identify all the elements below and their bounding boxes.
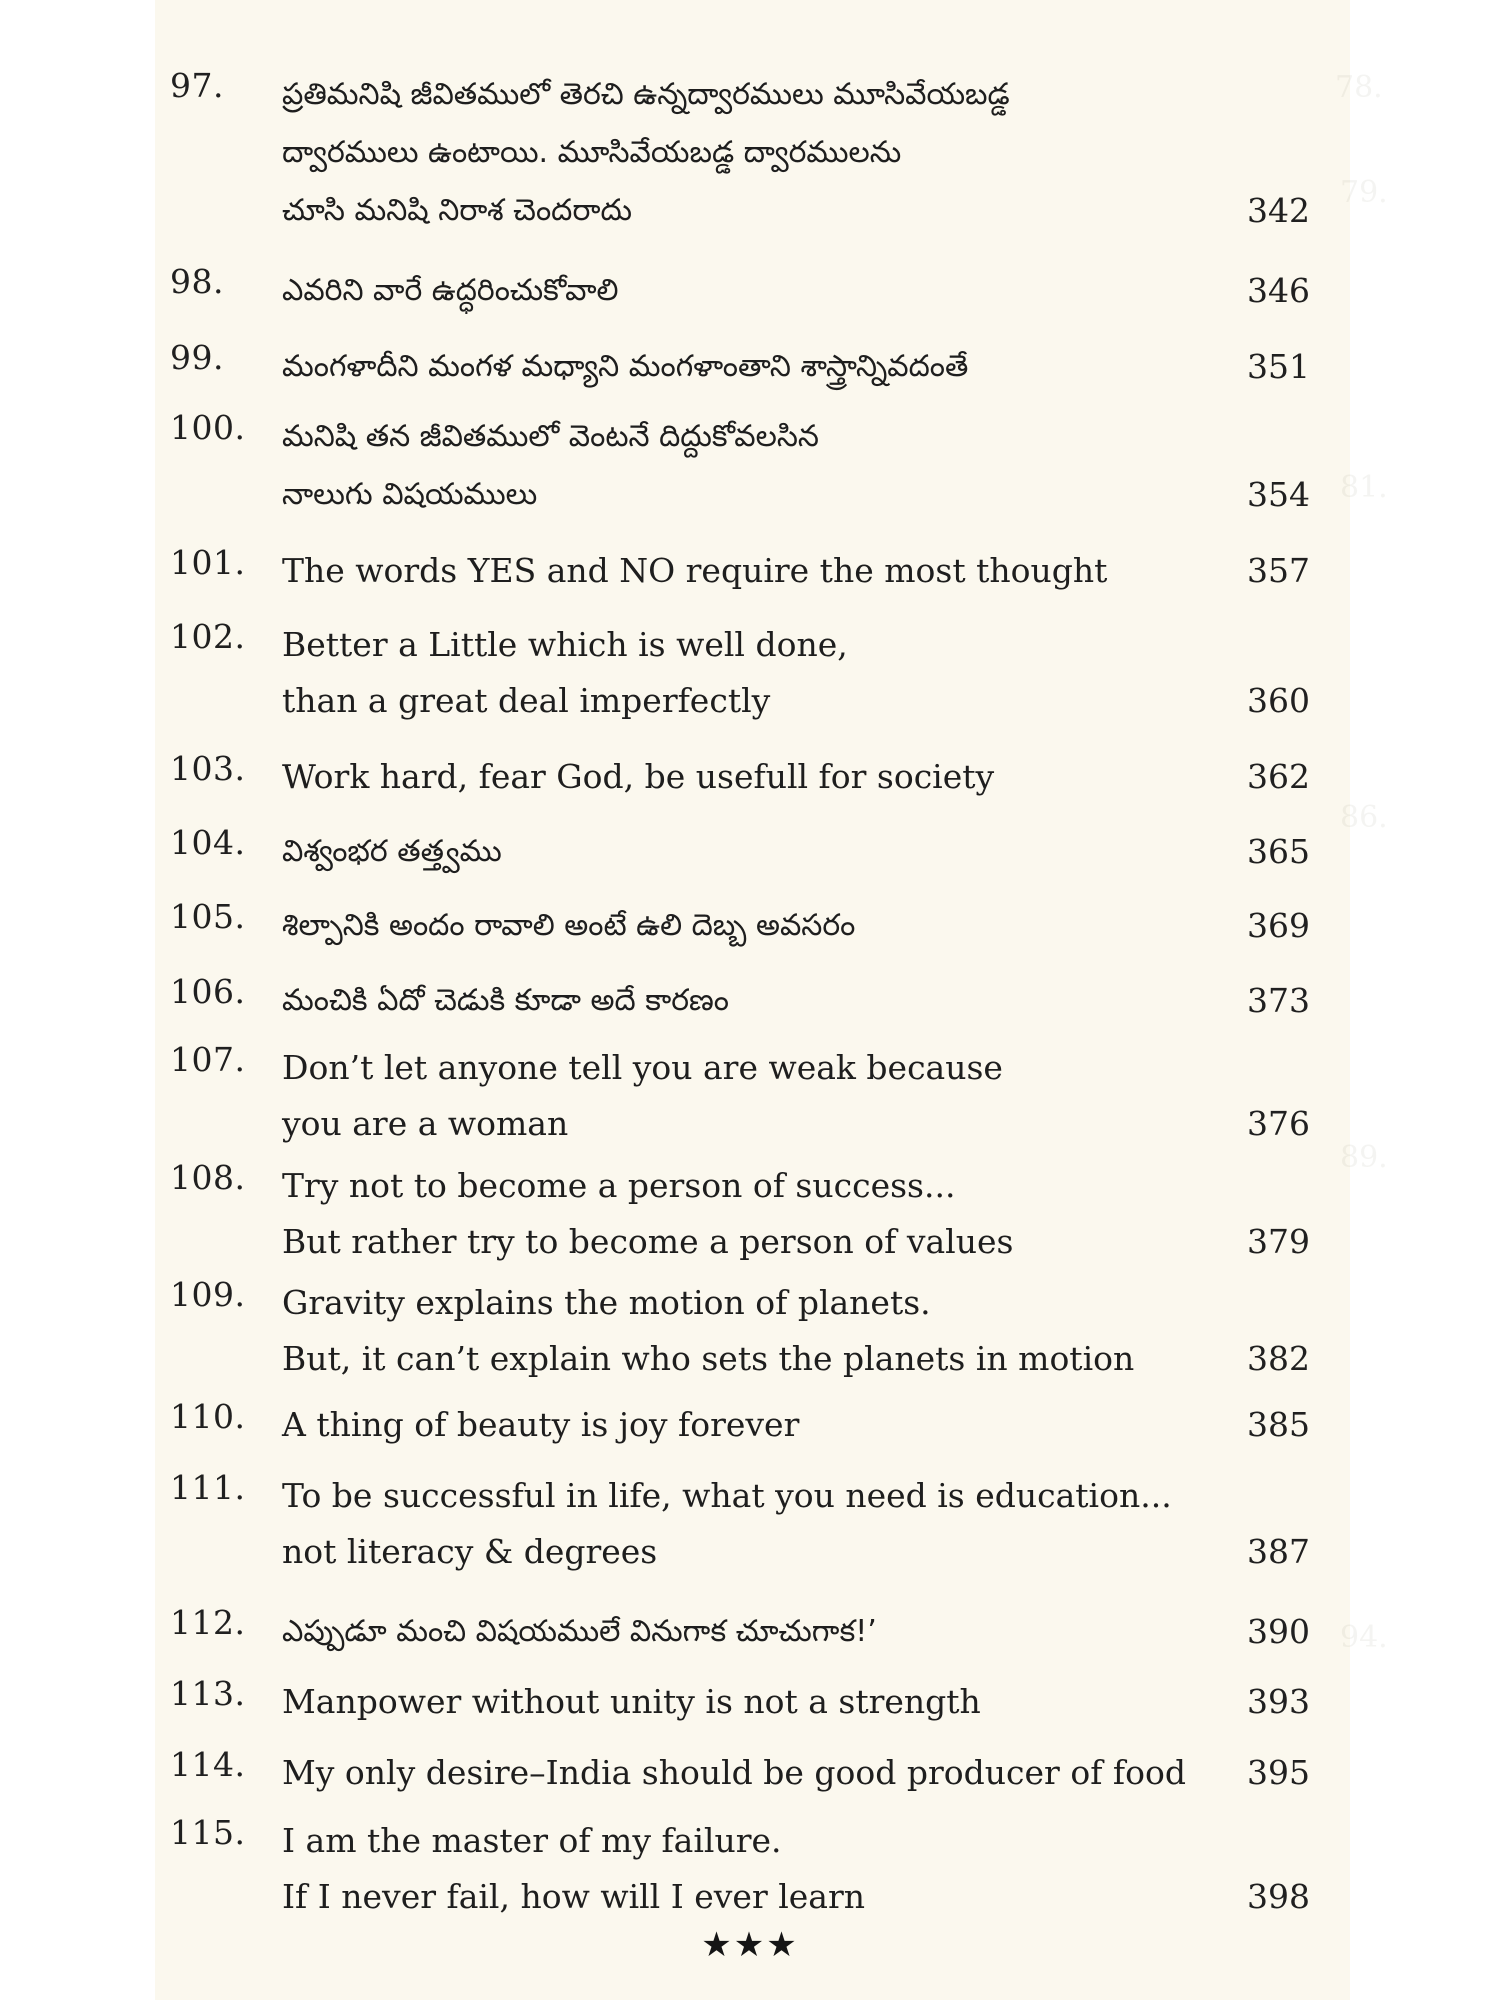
page-number: 369 <box>1247 906 1310 945</box>
entry-number: 109. <box>170 1275 246 1314</box>
entry-number: 105. <box>170 897 246 936</box>
entry-title-line: Gravity explains the motion of planets. <box>282 1283 931 1322</box>
page-number: 362 <box>1247 757 1310 796</box>
entry-number: 103. <box>170 749 246 788</box>
entry-title <box>282 1040 1310 1152</box>
entry-title-line: If I never fail, how will I ever learn <box>282 1877 865 1916</box>
page-number: 393 <box>1247 1682 1310 1721</box>
page-number: 398 <box>1247 1877 1310 1916</box>
entry-title-line: Work hard, fear God, be usefull for society <box>282 757 995 796</box>
entry-title <box>282 408 1310 524</box>
entry-title <box>282 1468 1310 1580</box>
entry-title-line: The words YES and NO require the most thought <box>282 551 1108 590</box>
entry-number: 106. <box>170 972 246 1011</box>
entry-title <box>282 749 1310 805</box>
entry-title-line: నాలుగు విషయములు <box>282 477 538 512</box>
entry-title <box>282 262 1310 320</box>
entry-title-line: విశ్వంభర తత్త్వము <box>282 834 502 869</box>
page-number: 387 <box>1247 1532 1310 1571</box>
entry-title <box>282 1158 1310 1270</box>
entry-number: 99. <box>170 338 224 377</box>
entry-title <box>282 823 1310 881</box>
entry-title-line: మంగళాదీని మంగళ మధ్యాని మంగళాంతాని శాస్త్రాన్నివదంతే <box>282 349 969 384</box>
entry-title-line: శిల్పానికి అందం రావాలి అంటే ఉలి దెబ్బ అవసరం <box>282 908 856 943</box>
entry-title <box>282 66 1310 240</box>
entry-number: 110. <box>170 1397 246 1436</box>
entry-title-line: I am the master of my failure. <box>282 1821 782 1860</box>
entry-title <box>282 1813 1310 1925</box>
entry-number: 107. <box>170 1040 246 1079</box>
page-number: 390 <box>1247 1612 1310 1651</box>
entry-number: 97. <box>170 66 224 105</box>
entry-title <box>282 1674 1310 1730</box>
bleed-through-text: 78. <box>1335 70 1383 105</box>
entry-title-line: ప్రతిమనిషి జీవితములో తెరచి ఉన్నద్వారములు మూసివేయబడ్డ <box>282 77 1010 112</box>
entry-number: 113. <box>170 1674 246 1713</box>
page-number: 382 <box>1247 1339 1310 1378</box>
entry-title-line: ఎవరిని వారే ఉద్ధరించుకోవాలి <box>282 273 619 308</box>
entry-title-line: Better a Little which is well done, <box>282 625 848 664</box>
entry-title-line: To be successful in life, what you need is education... <box>282 1476 1172 1515</box>
entry-title <box>282 1397 1310 1453</box>
entry-number: 108. <box>170 1158 246 1197</box>
entry-title-line: Don’t let anyone tell you are weak because <box>282 1048 1003 1087</box>
bleed-through-text: 79. <box>1340 175 1388 210</box>
page-number: 360 <box>1247 681 1310 720</box>
entry-title <box>282 1745 1310 1801</box>
page-number: 357 <box>1247 551 1310 590</box>
entry-title-line: Try not to become a person of success... <box>282 1166 956 1205</box>
entry-number: 104. <box>170 823 246 862</box>
entry-number: 112. <box>170 1603 246 1642</box>
entry-number: 101. <box>170 543 246 582</box>
entry-title <box>282 543 1310 599</box>
entry-title-line: ఎప్పుడూ మంచి విషయములే వినుగాక చూచుగాక!’ <box>282 1614 877 1649</box>
entry-title <box>282 1275 1310 1387</box>
page-number: 354 <box>1247 475 1310 514</box>
page-number: 379 <box>1247 1222 1310 1261</box>
entry-title-line: My only desire–India should be good producer of food <box>282 1753 1186 1792</box>
bleed-through-text: 89. <box>1340 1140 1388 1175</box>
entry-title <box>282 1603 1310 1661</box>
page-number: 342 <box>1247 191 1310 230</box>
entry-title <box>282 972 1310 1030</box>
entry-title-line: మనిషి తన జీవితములో వెంటనే దిద్దుకోవలసిన <box>282 419 819 454</box>
entry-title-line: మంచికి ఏదో చెడుకి కూడా అదే కారణం <box>282 983 730 1018</box>
entry-number: 102. <box>170 617 246 656</box>
entry-title-line: But, it can’t explain who sets the planets in motion <box>282 1339 1135 1378</box>
page-number: 373 <box>1247 981 1310 1020</box>
entry-title <box>282 338 1310 396</box>
entry-number: 100. <box>170 408 246 447</box>
entry-title-line: Manpower without unity is not a strength <box>282 1682 981 1721</box>
entry-number: 98. <box>170 262 224 301</box>
entry-title <box>282 617 1310 729</box>
page-number: 351 <box>1247 347 1310 386</box>
entry-number: 111. <box>170 1468 246 1507</box>
page-number: 385 <box>1247 1405 1310 1444</box>
entry-title-line: But rather try to become a person of values <box>282 1222 1014 1261</box>
entry-title-line: A thing of beauty is joy forever <box>282 1405 800 1444</box>
page-number: 376 <box>1247 1104 1310 1143</box>
entry-title <box>282 897 1310 955</box>
page-number: 346 <box>1247 271 1310 310</box>
entry-title-line: than a great deal imperfectly <box>282 681 771 720</box>
bleed-through-text: 81. <box>1340 470 1388 505</box>
bleed-through-text: 94. <box>1340 1620 1388 1655</box>
entry-number: 115. <box>170 1813 246 1852</box>
entry-title-line: చూసి మనిషి నిరాశ చెందరాదు <box>282 193 632 228</box>
page-number: 395 <box>1247 1753 1310 1792</box>
entry-number: 114. <box>170 1745 246 1784</box>
end-ornament: ★★★ <box>701 1925 799 1965</box>
entry-title-line: you are a woman <box>282 1104 569 1143</box>
entry-title-line: ద్వారములు ఉంటాయి. మూసివేయబడ్డ ద్వారములను <box>282 135 902 170</box>
entry-title-line: not literacy & degrees <box>282 1532 658 1571</box>
bleed-through-text: 86. <box>1340 800 1388 835</box>
page-number: 365 <box>1247 832 1310 871</box>
